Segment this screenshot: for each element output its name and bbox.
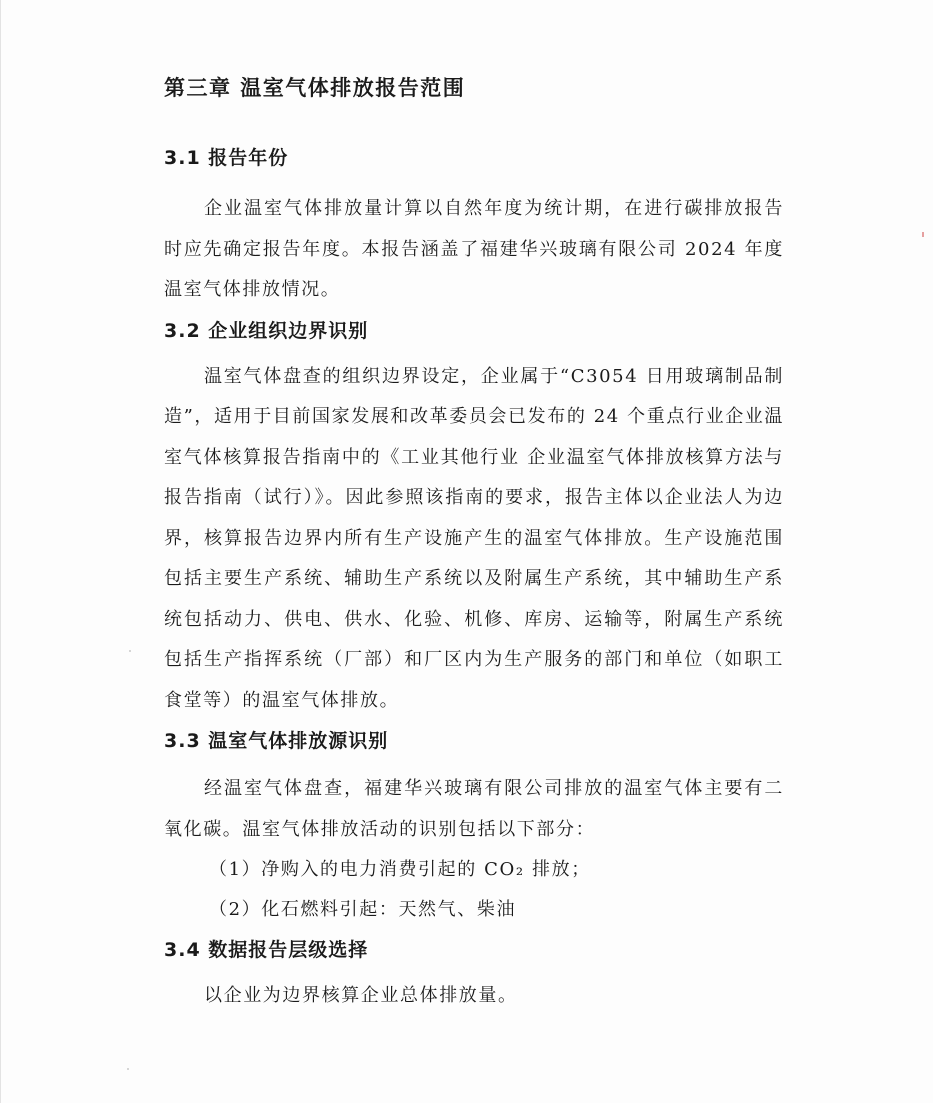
section-paragraph-3-2: 温室气体盘查的组织边界设定，企业属于“C3054 日用玻璃制品制造”，适用于目前国家发展和改革委员会已发布的 24 个重点行业企业温室气体核算报告指南中的《工业其他行业 企业温室气体排放核算方法与报告指南（试行）》。因此参照该指南的要求，报告主体以企业法人为边界，核算报告边界内所有生产设施产生的温室气体排放。生产设施范围包括主要生产系统、辅助生产系统以及附属生产系统，其中辅助生产系统包括动力、供电、供水、化验、机修、库房、运输等，附属生产系统包括生产指挥系统（厂部）和厂区内为生产服务的部门和单位（如职工食堂等）的温室气体排放。 — [164, 365, 784, 711]
section-paragraph-3-4: 以企业为边界核算企业总体排放量。 — [204, 985, 518, 1006]
section-paragraph-3-1: 企业温室气体排放量计算以自然年度为统计期，在进行碳排放报告时应先确定报告年度。本报告涵盖了福建华兴玻璃有限公司 2024 年度温室气体排放情况。 — [164, 198, 784, 300]
section-heading-3-1: 3.1 报告年份 — [164, 147, 289, 169]
scan-speck — [127, 1068, 129, 1070]
chapter-title: 第三章 温室气体排放报告范围 — [164, 76, 466, 100]
section-heading-3-2: 3.2 企业组织边界识别 — [164, 319, 369, 342]
section-heading-3-4: 3.4 数据报告层级选择 — [164, 939, 369, 961]
section-paragraph-3-3: 经温室气体盘查，福建华兴玻璃有限公司排放的温室气体主要有二氧化碳。温室气体排放活动的识别包括以下部分： — [164, 778, 784, 840]
scan-speck — [129, 650, 131, 652]
list-item: （2）化石燃料引起：天然气、柴油 — [209, 899, 517, 920]
section-heading-3-3: 3.3 温室气体排放源识别 — [164, 730, 389, 752]
document-content — [164, 70, 784, 1017]
list-item: （1）净购入的电力消费引起的 CO₂ 排放； — [209, 859, 591, 880]
scan-mark — [922, 232, 924, 237]
